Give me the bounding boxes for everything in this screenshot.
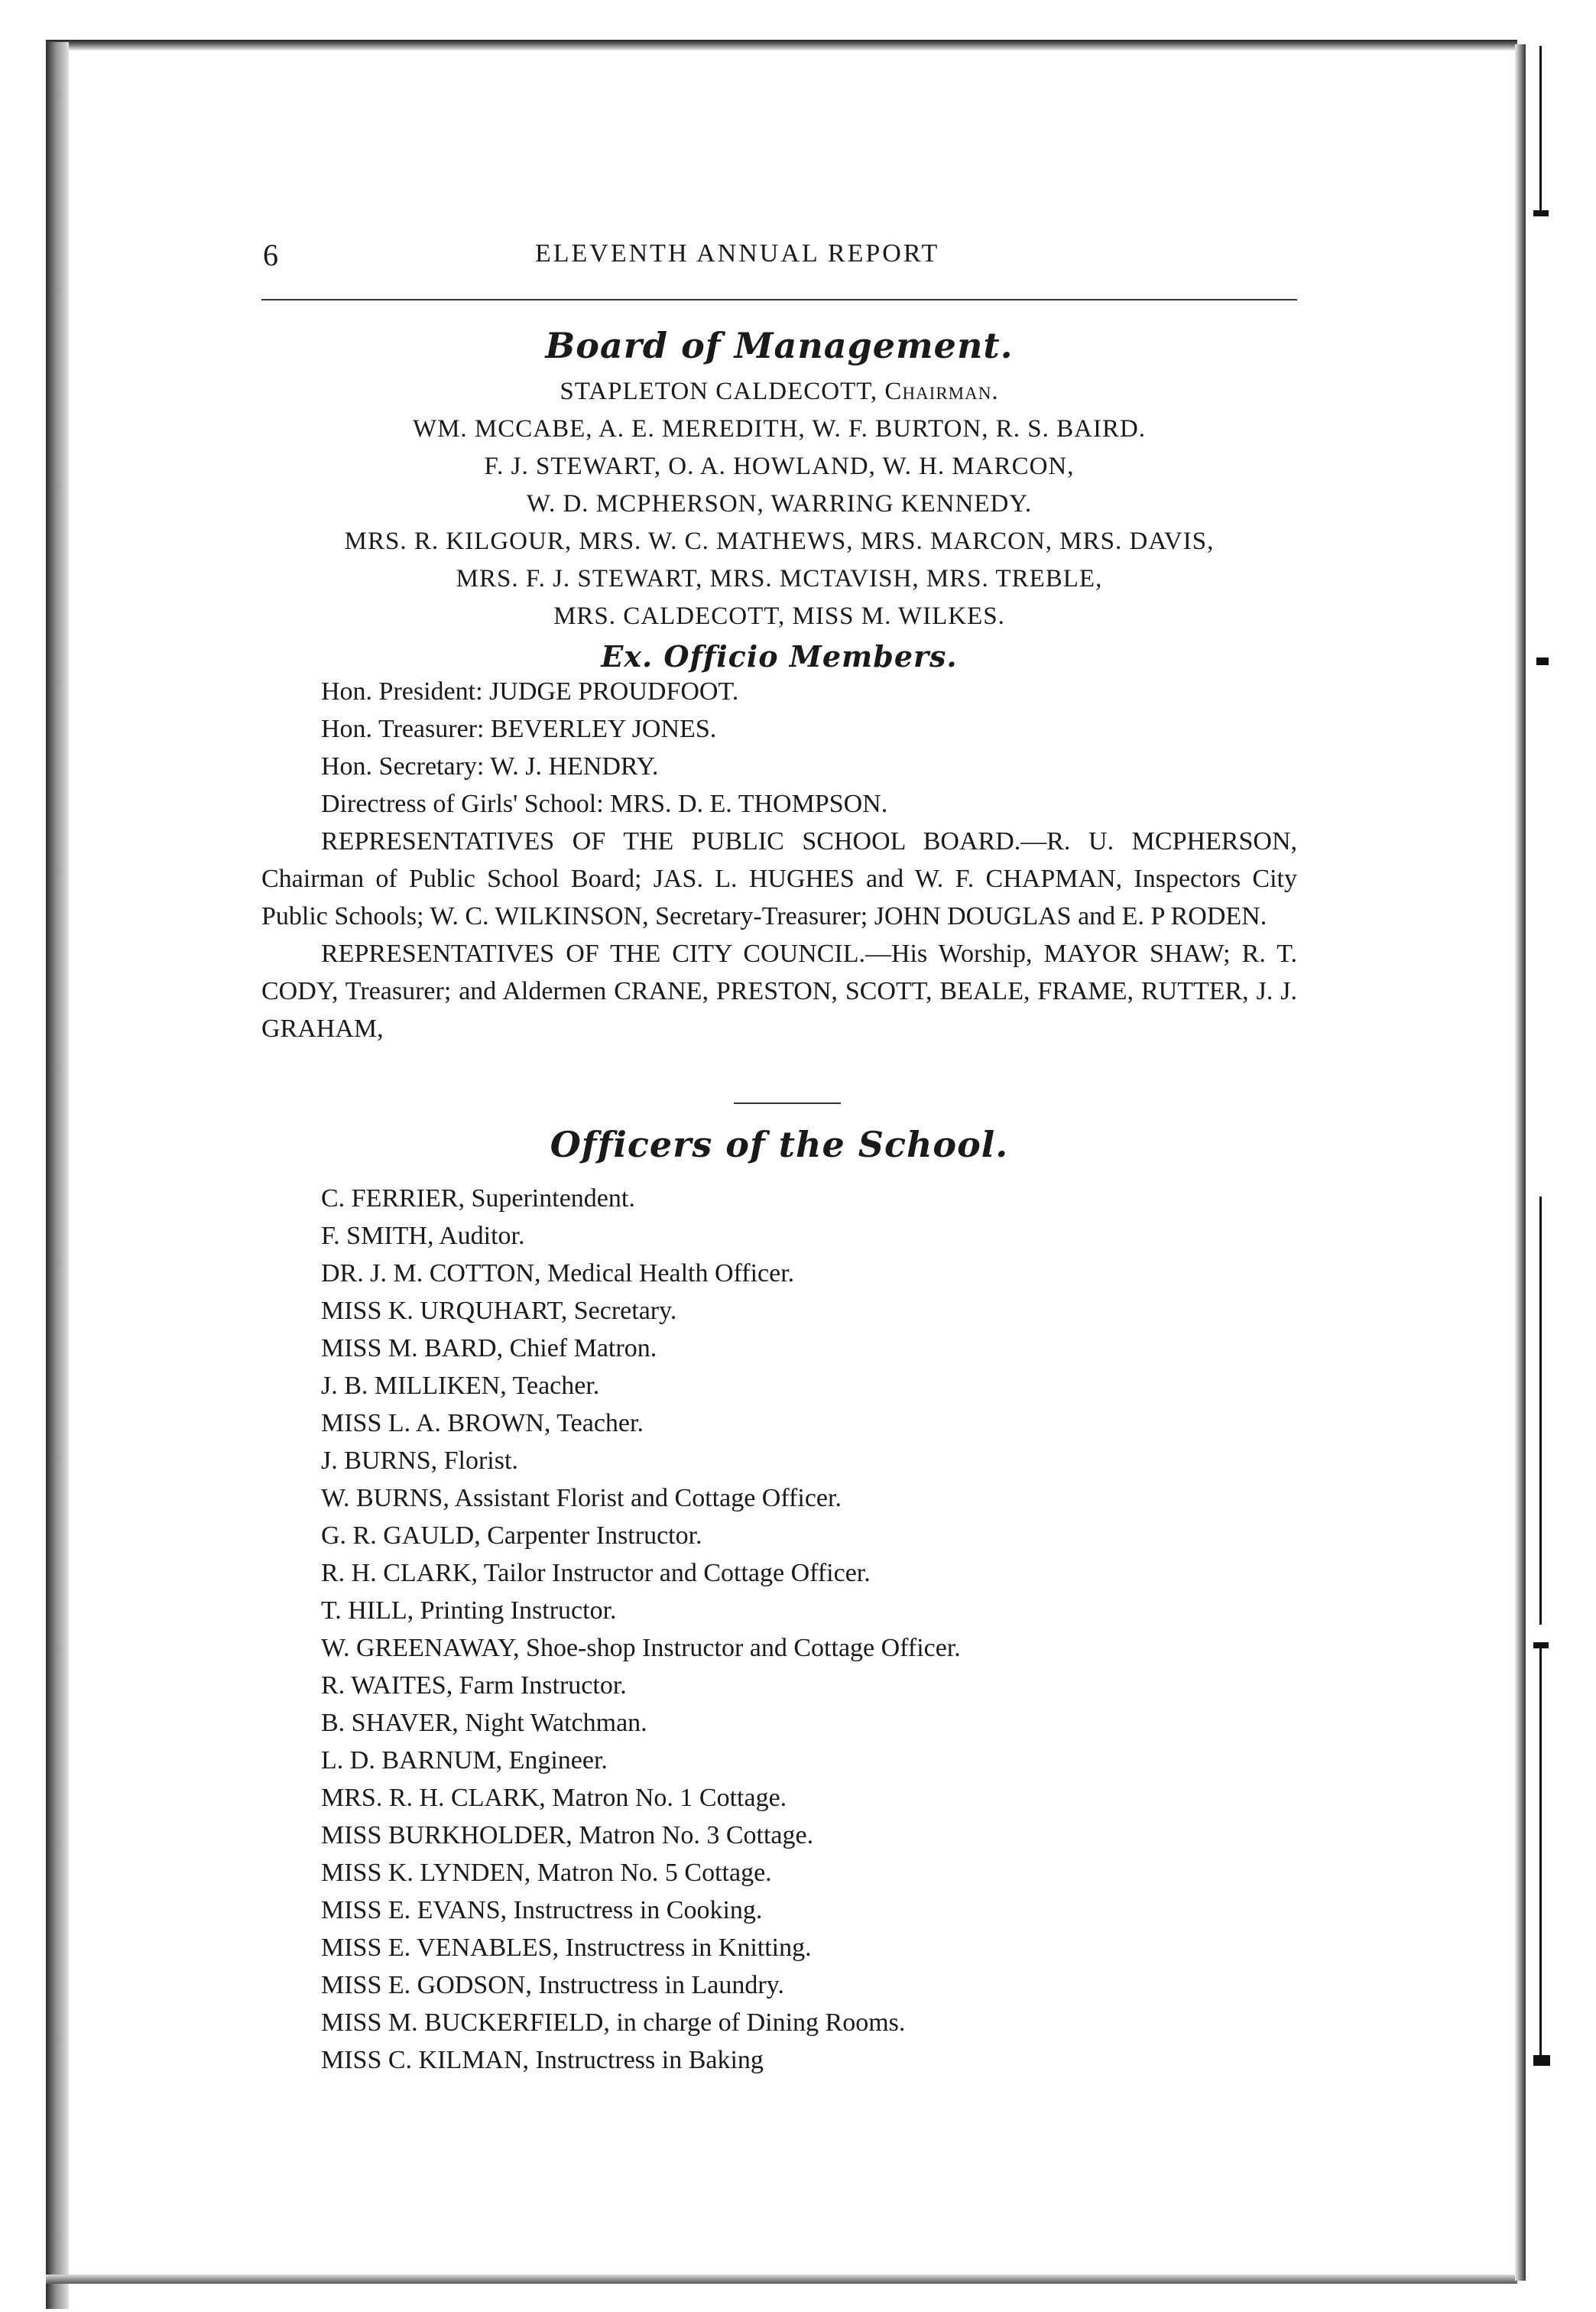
ex-officio-line: Hon. President: JUDGE PROUDFOOT. bbox=[321, 677, 739, 706]
officer-entry: MRS. R. H. CLARK, Matron No. 1 Cottage. bbox=[321, 1784, 787, 1812]
officer-entry: J. BURNS, Florist. bbox=[321, 1447, 518, 1475]
officer-entry: MISS K. URQUHART, Secretary. bbox=[321, 1297, 677, 1325]
ex-officio-heading: Ex. Officio Members. bbox=[601, 639, 958, 674]
margin-mark bbox=[1539, 1644, 1542, 2057]
school-board-representatives: REPRESENTATIVES OF THE PUBLIC SCHOOL BOARD.—R. U. MCPHERSON, Chairman of Public School Board; JAS. L. HUGHES and W. F. CHAPMAN, Inspectors City Public Schools; W. C. WILKINSON, Secretary-Treasurer; JOHN DOUGLAS and E. P RODEN. bbox=[261, 827, 1297, 930]
city-council-representatives: REPRESENTATIVES OF THE CITY COUNCIL.—His Worship, MAYOR SHAW; R. T. CODY, Treasurer; and Aldermen CRANE, PRESTON, SCOTT, BEALE, FRAME, RUTTER, J. J. GRAHAM, bbox=[261, 940, 1297, 1043]
adjacent-page-margin bbox=[1526, 0, 1596, 2312]
officer-entry: F. SMITH, Auditor. bbox=[321, 1222, 525, 1250]
officer-entry: G. R. GAULD, Carpenter Instructor. bbox=[321, 1521, 702, 1550]
ex-officio-line: Hon. Secretary: W. J. HENDRY. bbox=[321, 752, 659, 781]
book-top-edge bbox=[46, 40, 1517, 50]
officer-entry: R. H. CLARK, Tailor Instructor and Cottage Officer. bbox=[321, 1559, 871, 1587]
officer-entry: MISS E. GODSON, Instructress in Laundry. bbox=[321, 1971, 784, 1999]
section-divider bbox=[734, 1102, 841, 1104]
ex-officio-section bbox=[261, 673, 1297, 1047]
book-right-edge bbox=[1515, 44, 1526, 2281]
officer-entry: R. WAITES, Farm Instructor. bbox=[321, 1671, 627, 1700]
board-member-list bbox=[261, 373, 1297, 635]
officer-entry: L. D. BARNUM, Engineer. bbox=[321, 1746, 608, 1775]
ex-officio-line: Directress of Girls' School: MRS. D. E. THOMPSON. bbox=[321, 790, 888, 818]
officer-entry: DR. J. M. COTTON, Medical Health Officer. bbox=[321, 1259, 795, 1288]
margin-mark bbox=[1533, 210, 1549, 216]
officer-entry: MISS C. KILMAN, Instructress in Baking bbox=[321, 2046, 764, 2074]
officer-entry: MISS E. EVANS, Instructress in Cooking. bbox=[321, 1896, 763, 1924]
header-rule bbox=[261, 299, 1297, 300]
officer-entry: MISS K. LYNDEN, Matron No. 5 Cottage. bbox=[321, 1859, 772, 1887]
page-number: 6 bbox=[263, 238, 278, 272]
board-line: F. J. STEWART, O. A. HOWLAND, W. H. MARCON, bbox=[484, 453, 1075, 480]
officer-entry: MISS E. VENABLES, Instructress in Knitting. bbox=[321, 1934, 812, 1962]
book-spine-shadow bbox=[46, 42, 69, 2309]
officer-entry: T. HILL, Printing Instructor. bbox=[321, 1596, 617, 1625]
board-line: MRS. F. J. STEWART, MRS. MCTAVISH, MRS. TREBLE, bbox=[456, 565, 1103, 593]
margin-mark bbox=[1539, 46, 1542, 214]
board-line: STAPLETON CALDECOTT, Chairman. bbox=[560, 378, 999, 405]
officer-entry: MISS M. BUCKERFIELD, in charge of Dining Rooms. bbox=[321, 2008, 906, 2037]
board-line: MRS. CALDECOTT, MISS M. WILKES. bbox=[553, 602, 1005, 630]
margin-mark bbox=[1536, 658, 1549, 665]
officer-entry: W. BURNS, Assistant Florist and Cottage Officer. bbox=[321, 1484, 842, 1512]
board-line: W. D. MCPHERSON, WARRING KENNEDY. bbox=[526, 490, 1033, 518]
officers-heading: Officers of the School. bbox=[550, 1124, 1009, 1165]
board-line: WM. MCCABE, A. E. MEREDITH, W. F. BURTON, R. S. BAIRD. bbox=[412, 415, 1147, 443]
board-heading: Board of Management. bbox=[545, 325, 1014, 366]
officer-entry: J. B. MILLIKEN, Teacher. bbox=[321, 1372, 600, 1400]
book-bottom-edge bbox=[46, 2275, 1517, 2284]
officers-list bbox=[261, 1180, 1297, 2079]
margin-mark bbox=[1539, 1197, 1542, 1625]
officer-entry: W. GREENAWAY, Shoe-shop Instructor and Cottage Officer. bbox=[321, 1634, 961, 1662]
officer-entry: MISS L. A. BROWN, Teacher. bbox=[321, 1409, 644, 1437]
margin-mark bbox=[1533, 2055, 1550, 2066]
officer-entry: MISS M. BARD, Chief Matron. bbox=[321, 1334, 657, 1362]
officer-entry: B. SHAVER, Night Watchman. bbox=[321, 1709, 647, 1737]
ex-officio-line: Hon. Treasurer: BEVERLEY JONES. bbox=[321, 715, 717, 743]
running-header: ELEVENTH ANNUAL REPORT bbox=[535, 239, 940, 268]
board-line: MRS. R. KILGOUR, MRS. W. C. MATHEWS, MRS. MARCON, MRS. DAVIS, bbox=[344, 528, 1215, 555]
officer-entry: MISS BURKHOLDER, Matron No. 3 Cottage. bbox=[321, 1821, 814, 1849]
officer-entry: C. FERRIER, Superintendent. bbox=[321, 1184, 635, 1213]
